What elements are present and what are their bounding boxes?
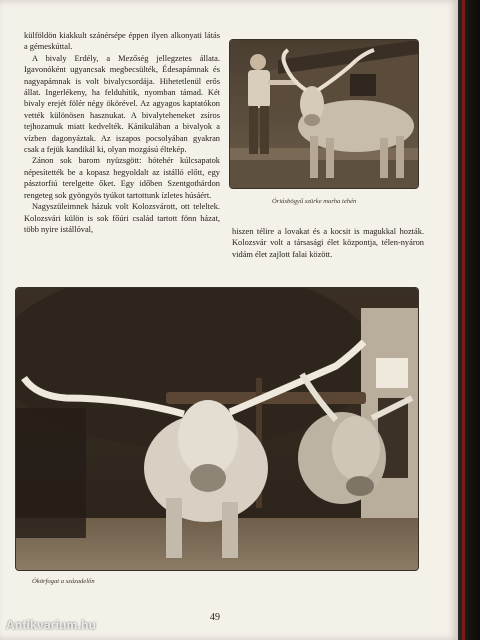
left-text-column	[24, 30, 220, 235]
spine-ribbon	[462, 0, 465, 640]
right-text-column	[232, 226, 424, 260]
photo-man-with-cow	[230, 40, 418, 188]
paragraph: külföldön kiakkult szánérsépe éppen ilyen alkonyati látás a gémeskúttal.	[24, 31, 220, 52]
page-number: 49	[210, 612, 220, 623]
paragraph: hiszen télire a lovakat és a kocsit is magukkal hozták. Kolozsvár volt a társasági élet központja, télen-nyáron vidám élet zajlott falai között.	[232, 227, 424, 259]
photo-ox-team	[16, 288, 418, 570]
watermark-logo: Antikvarium.hu	[6, 618, 97, 632]
photo-caption-top: Óriásbögyű szürke marha tehén	[272, 198, 357, 205]
paragraph: Zánon sok barom nyüzsgött: hótehér kúlcsapatok népesítették be a kopasz hegyoldalt az istálló előtt, egy pásztorfiú terelgette őket. Egy időben Szentgothárdon rengeteg sok gyöngyös tyúkot tartottunk ízletes húsáért.	[24, 156, 220, 200]
paragraph: Nagyszüleimnek házuk volt Kolozsvárott, ott teleltek. Kolozsvári külön is sok főúri család tartott fönn házat, több nyire istállóval,	[24, 202, 220, 234]
paragraph: A bivaly Erdély, a Mezőség jellegzetes állata. Igavonóként ugyancsak megbecsülték, Édesapámnak és nagyapámnak is volt bivalycsordája. Hihetetlenül erős állat. Ingerlékeny, ha felduhítik, nyomban támad. Két bivaly erejét fölér négy ökörével. Az agyagos kaptatókon vették különösen hasznukat. A bivalyteheneket zsíros tejhozamuk miatt kedvelték. Kánikulában a bivalyok a vízben dagonyáztak. Az iszapos pocsolyában gyakran csak a fejük kandikál ki, olyan mozgású éltekép.	[24, 53, 220, 155]
photo-caption-bottom: Ökörfogat a századelőn	[32, 578, 95, 585]
